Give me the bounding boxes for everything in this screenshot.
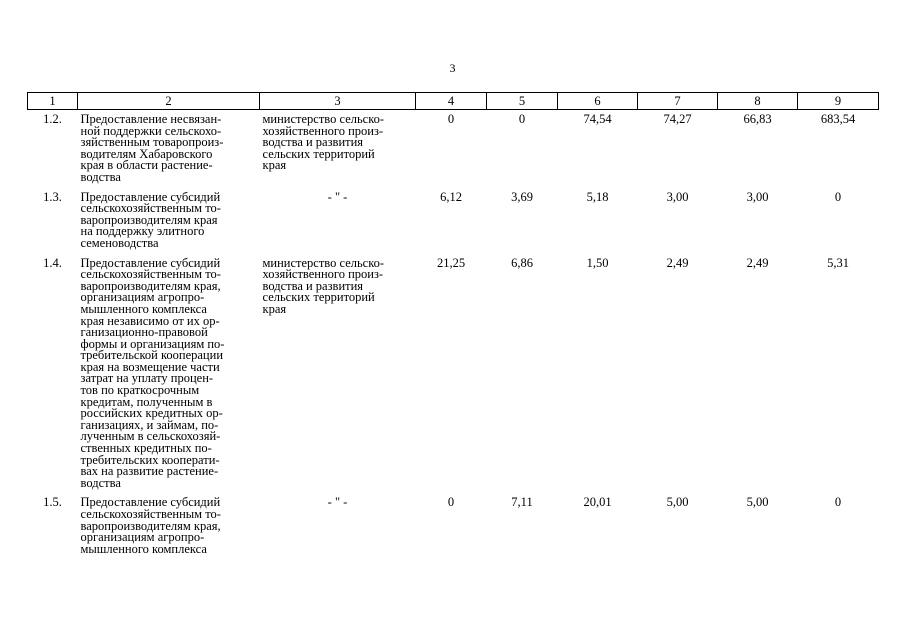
measure-name-line: Предоставление несвязан- <box>80 112 222 126</box>
column-header: 3 <box>260 93 416 110</box>
value-cell: 5,31 <box>827 255 849 270</box>
measure-name-line: водства <box>80 475 121 490</box>
value-cell: 0 <box>447 495 455 510</box>
measure-name-line: организациям агропро- <box>80 290 205 305</box>
value-cell: 3,69 <box>511 189 533 204</box>
value-cell: 1,50 <box>586 255 609 270</box>
measure-name-line: сельскохозяйственным то- <box>80 201 221 216</box>
value-cell: 6,86 <box>511 255 533 270</box>
measure-name-line: семеноводства <box>80 235 159 250</box>
table-header <box>28 93 879 110</box>
measure-name-line: организациям агропро- <box>80 530 205 545</box>
value-cell: 5,00 <box>746 495 769 510</box>
measure-name-line: сельскохозяйственным то- <box>80 507 221 521</box>
value-cell: 74,27 <box>663 112 692 126</box>
value-cell: 20,01 <box>583 495 612 510</box>
value-cell: 0 <box>447 112 455 126</box>
measure-name-line: Предоставление субсидий <box>80 495 221 510</box>
table-row <box>28 493 879 559</box>
value-cell: 5,00 <box>666 495 689 510</box>
measure-name-line: требительской кооперации <box>80 348 224 363</box>
measure-name-line: тов по краткосрочным <box>80 383 200 398</box>
measure-name <box>78 188 260 254</box>
value-cell: 74,54 <box>583 112 612 126</box>
value-cell: 3,00 <box>746 189 769 204</box>
measure-name-line: Предоставление субсидий <box>80 189 221 204</box>
responsible-executor-same-mark: - " - <box>327 495 348 510</box>
column-number-row <box>28 93 879 110</box>
table-row <box>28 254 879 494</box>
measure-name-line: лученным в сельскохозяй- <box>80 429 221 444</box>
value-cell: 6,12 <box>440 189 462 204</box>
measure-name-line: края независимо от их ор- <box>80 313 220 328</box>
value-cell: 683,54 <box>820 112 856 126</box>
measure-name-line: Предоставление субсидий <box>80 255 221 270</box>
measure-name-line: кредитам, полученным в <box>80 394 213 409</box>
column-header: 8 <box>718 93 798 110</box>
table-row <box>28 188 879 254</box>
measure-name-line: варопроизводителям края, <box>80 278 221 293</box>
measure-name-line: сельскохозяйственным то- <box>80 267 221 282</box>
value-cell: 21,25 <box>436 255 466 270</box>
measure-name-line: российских кредитных ор- <box>80 406 223 421</box>
column-header: 4 <box>416 93 487 110</box>
table-row <box>28 110 879 188</box>
column-header: 6 <box>558 93 638 110</box>
value-cell: 0 <box>518 112 526 126</box>
responsible-executor-same-mark: - " - <box>327 189 348 204</box>
program-table <box>27 92 879 559</box>
value-cell: 2,49 <box>666 255 689 270</box>
measure-name-line: ной поддержки сельскохо- <box>80 123 222 138</box>
measure-name-line: формы и организациям по- <box>80 336 225 351</box>
page-number: 3 <box>449 61 456 75</box>
measure-name-line: края на возмещение части <box>80 359 220 374</box>
row-number: 1.2. <box>43 112 62 126</box>
responsible-executor-line: министерство сельско- <box>262 112 385 126</box>
measure-name-line: на поддержку элитного <box>80 224 205 239</box>
value-cell: 7,11 <box>511 495 533 510</box>
measure-name <box>78 110 260 188</box>
responsible-executor-line: министерство сельско- <box>262 255 385 270</box>
responsible-executor-line: края <box>262 158 287 173</box>
value-cell: 5,18 <box>586 189 609 204</box>
table-body <box>28 110 879 560</box>
measure-name-line: мышленного комплекса <box>80 541 207 556</box>
value-cell: 2,49 <box>746 255 769 270</box>
row-number: 1.3. <box>43 189 62 204</box>
responsible-executor-line: хозяйственного произ- <box>262 267 384 282</box>
measure-name-line: водителям Хабаровского <box>80 146 213 161</box>
responsible-executor-line: сельских территорий <box>262 146 375 161</box>
responsible-executor-line: сельских территорий <box>262 290 375 305</box>
column-header: 5 <box>487 93 558 110</box>
measure-name <box>78 254 260 494</box>
responsible-executor <box>260 110 416 188</box>
responsible-executor <box>260 254 416 494</box>
measure-name-line: ственных кредитных по- <box>80 441 212 456</box>
row-number: 1.5. <box>43 495 62 510</box>
value-cell: 66,83 <box>743 112 772 126</box>
row-number: 1.4. <box>43 255 62 270</box>
responsible-executor-line: края <box>262 301 287 316</box>
measure-name-line: требительских кооперати- <box>80 452 220 467</box>
measure-name-line: ганизационно-правовой <box>80 325 208 340</box>
measure-name <box>78 493 260 559</box>
responsible-executor-line: водства и развития <box>262 135 364 150</box>
responsible-executor-line: хозяйственного произ- <box>262 123 384 138</box>
value-cell: 0 <box>834 189 842 204</box>
value-cell: 3,00 <box>666 189 689 204</box>
responsible-executor-line: водства и развития <box>262 278 364 293</box>
measure-name-line: варопроизводителям края, <box>80 518 221 533</box>
measure-name-line: варопроизводителям края <box>80 212 218 227</box>
value-cell: 0 <box>834 495 842 510</box>
column-header: 7 <box>638 93 718 110</box>
measure-name-line: вах на развитие растение- <box>80 464 219 479</box>
measure-name-line: ганизациях, и займам, по- <box>80 417 219 432</box>
measure-name-line: водства <box>80 169 121 184</box>
measure-name-line: мышленного комплекса <box>80 301 207 316</box>
measure-name-line: зяйственным товаропроиз- <box>80 135 224 150</box>
column-header: 2 <box>78 93 260 110</box>
column-header: 9 <box>798 93 879 110</box>
column-header: 1 <box>28 93 78 110</box>
measure-name-line: затрат на уплату процен- <box>80 371 214 386</box>
measure-name-line: края в области растение- <box>80 158 213 173</box>
